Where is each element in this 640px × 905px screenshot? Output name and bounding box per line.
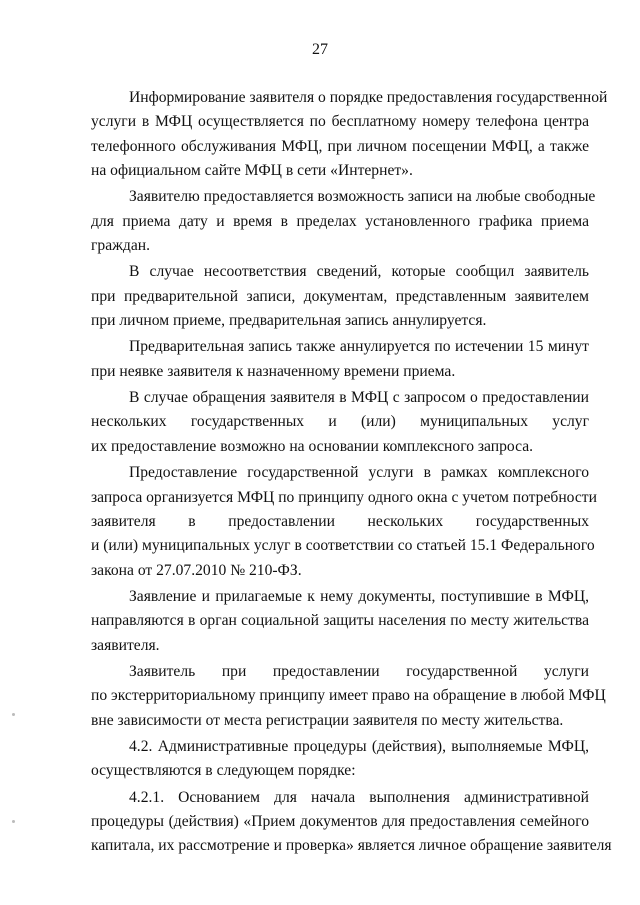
page-number: 27: [312, 41, 328, 58]
paragraph: [91, 786, 612, 859]
paragraph: [91, 585, 589, 658]
text-line: осуществляются в следующем порядке:: [91, 762, 356, 780]
text-line: по экстерриториальному принципу имеет право на обращение в любой МФЦ: [91, 687, 606, 705]
text-line: направляются в орган социальной защиты населения по месту жительства: [91, 612, 589, 630]
text-line: Информирование заявителя о порядке предоставления государственной: [129, 89, 608, 106]
text-line: при неявке заявителя к назначенному времени приема.: [91, 362, 456, 380]
document-body: [91, 86, 612, 861]
text-line: Предоставление государственной услуги в рамках комплексного: [129, 464, 589, 482]
text-line: Заявителю предоставляется возможность записи на любые свободные: [129, 188, 596, 206]
paragraph: [91, 735, 589, 784]
paragraph: [91, 185, 596, 258]
text-line: В случае несоответствия сведений, которые сообщил заявитель: [129, 263, 589, 281]
text-line: граждан.: [91, 237, 150, 255]
text-line: В случае обращения заявителя в МФЦ с запросом о предоставлении: [129, 389, 589, 407]
paragraph: [91, 86, 608, 183]
text-line: нескольких государственных и (или) муниципальных услуг: [91, 413, 589, 431]
text-line: заявителя в предоставлении нескольких государственных: [91, 512, 589, 530]
text-line: процедуры (действия) «Прием документов для предоставления семейного: [91, 812, 589, 830]
text-line: услуги в МФЦ осуществляется по бесплатному номеру телефона центра: [91, 113, 589, 131]
text-line: для приема дату и время в пределах установленного графика приема: [91, 212, 589, 230]
paragraph: [91, 335, 589, 384]
paragraph: [91, 461, 597, 583]
scan-speck: [12, 713, 15, 716]
text-line: 4.2. Административные процедуры (действия), выполняемые МФЦ,: [129, 737, 589, 755]
text-line: 4.2.1. Основанием для начала выполнения административной: [129, 788, 589, 806]
text-line: Предварительная запись также аннулируется по истечении 15 минут: [129, 338, 589, 356]
text-line: на официальном сайте МФЦ в сети «Интернет».: [91, 162, 413, 180]
text-line: телефонного обслуживания МФЦ, при личном посещении МФЦ, а также: [91, 137, 589, 155]
text-line: заявителя.: [91, 636, 160, 654]
text-line: капитала, их рассмотрение и проверка» является личное обращение заявителя: [91, 837, 612, 855]
text-line: Заявитель при предоставлении государственной услуги: [129, 662, 589, 680]
text-line: и (или) муниципальных услуг в соответствии со статьей 15.1 Федерального: [91, 537, 595, 555]
text-line: их предоставление возможно на основании комплексного запроса.: [91, 437, 534, 455]
text-line: закона от 27.07.2010 № 210-ФЗ.: [91, 561, 302, 579]
text-line: Заявление и прилагаемые к нему документы, поступившие в МФЦ,: [129, 587, 589, 605]
paragraph: [91, 260, 589, 333]
scan-speck: [12, 820, 15, 823]
paragraph: [91, 386, 589, 459]
text-line: вне зависимости от места регистрации заявителя по месту жительства.: [91, 711, 564, 729]
text-line: при предварительной записи, документам, представленным заявителем: [91, 287, 589, 305]
text-line: запроса организуется МФЦ по принципу одного окна с учетом потребности: [91, 488, 597, 506]
text-line: при личном приеме, предварительная запись аннулируется.: [91, 312, 487, 330]
paragraph: [91, 660, 606, 733]
